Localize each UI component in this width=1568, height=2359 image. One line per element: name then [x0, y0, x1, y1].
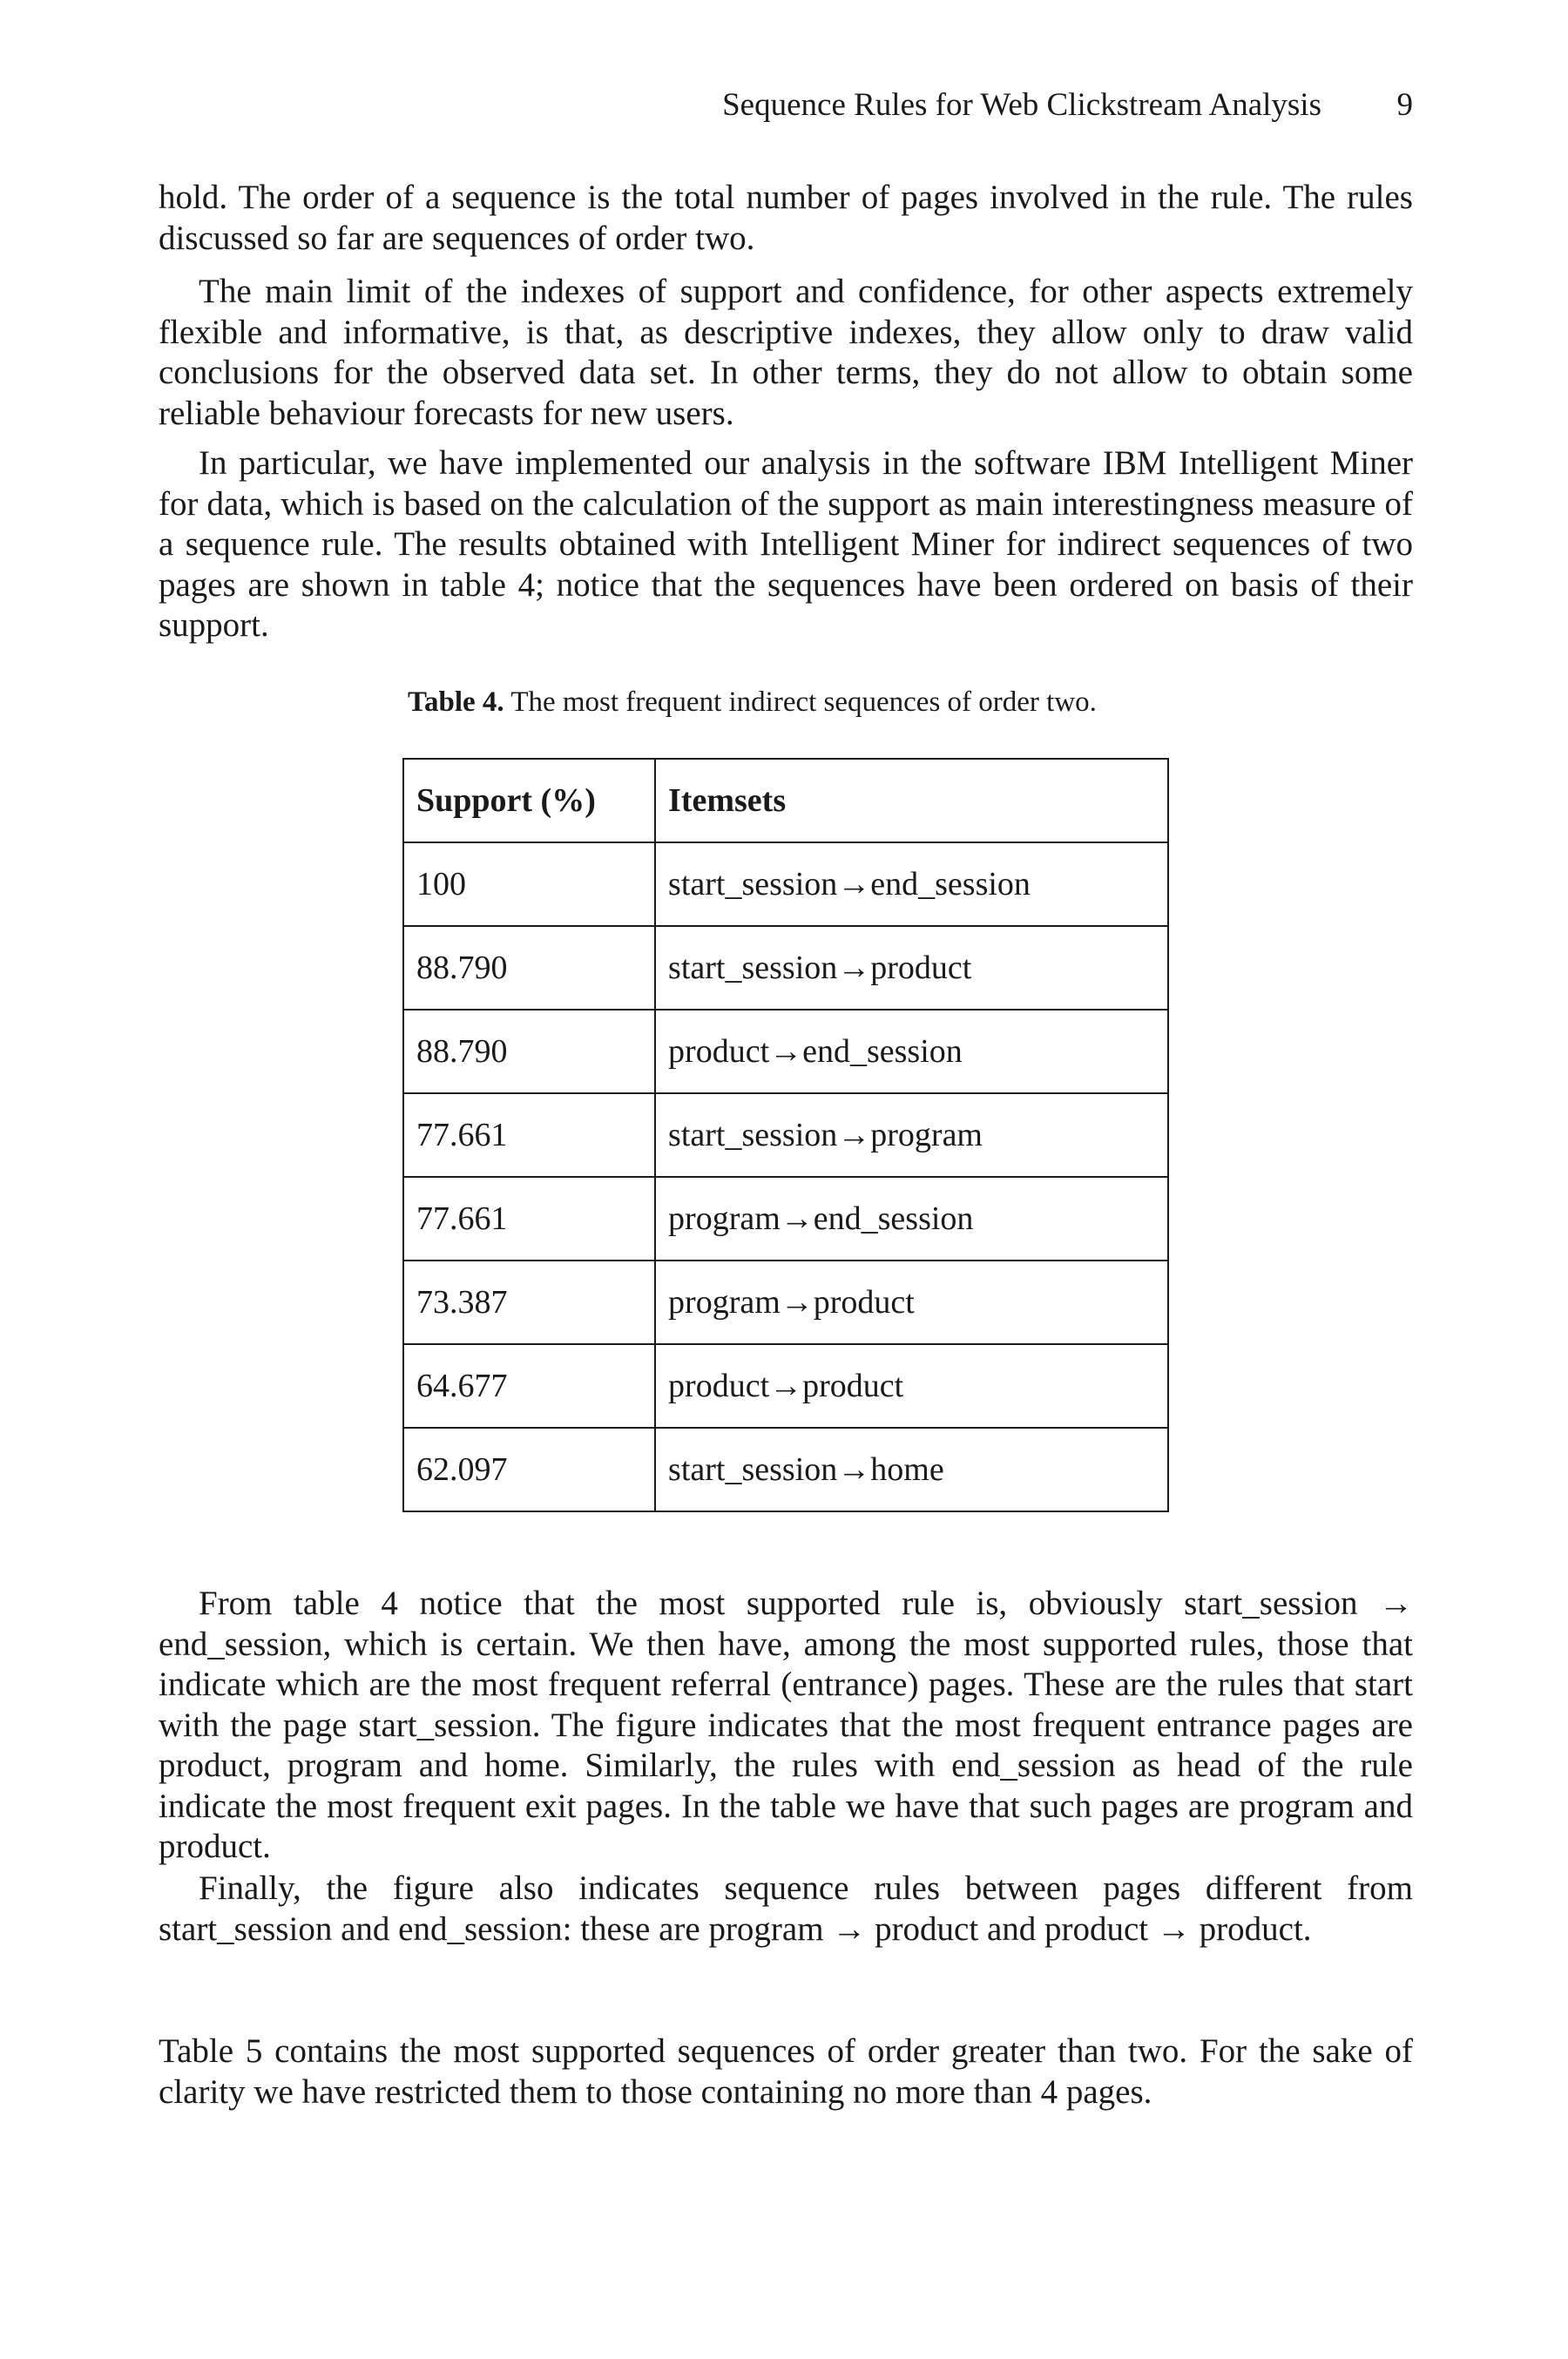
cell-support: 77.661 [403, 1177, 655, 1261]
cell-itemset: program→product [655, 1261, 1168, 1344]
cell-itemset: start_session→end_session [655, 842, 1168, 926]
cell-support: 88.790 [403, 1010, 655, 1093]
table-row [403, 1177, 1168, 1261]
table-caption [408, 683, 1097, 721]
table-header-row [403, 759, 1168, 842]
running-title: Sequence Rules for Web Clickstream Analysis [722, 87, 1321, 123]
table-row [403, 1010, 1168, 1093]
paragraph-text: hold. The order of a sequence is the total number of pages involved in the rule. The rules discussed so far are sequences of order two. [159, 179, 1413, 257]
cell-itemset: program→end_session [655, 1177, 1168, 1261]
table-row [403, 842, 1168, 926]
table-row [403, 1261, 1168, 1344]
header-itemsets: Itemsets [655, 759, 1168, 842]
cell-itemset: start_session→home [655, 1428, 1168, 1511]
paragraph-text: Table 5 contains the most supported sequences of order greater than two. For the sake of clarity we have restricted them to those containing no more than 4 pages. [159, 2032, 1413, 2111]
table-caption-text: The most frequent indirect sequences of order two. [510, 686, 1097, 718]
header-support: Support (%) [403, 759, 655, 842]
cell-support: 88.790 [403, 926, 655, 1010]
page-number: 9 [1396, 87, 1413, 123]
cell-support: 64.677 [403, 1344, 655, 1428]
paragraph-text: In particular, we have implemented our analysis in the software IBM Intelligent Miner for data, which is based on the calculation of the support as main interestingness measure of a sequence rule. The results obtained with Intelligent Miner for indirect sequences of two pages are shown in table 4; notice that the sequences have been ordered on basis of their support. [159, 444, 1413, 644]
cell-support: 73.387 [403, 1261, 655, 1344]
paragraph-2 [159, 272, 1413, 434]
table-row [403, 1344, 1168, 1428]
paragraph-5 [159, 1869, 1413, 1950]
cell-itemset: start_session→program [655, 1093, 1168, 1177]
paragraph-1 [159, 178, 1413, 259]
cell-itemset: product→product [655, 1344, 1168, 1428]
running-head [159, 84, 1413, 127]
paragraph-3 [159, 443, 1413, 646]
paragraph-6 [159, 2031, 1413, 2112]
table-row [403, 926, 1168, 1010]
table-row [403, 1428, 1168, 1511]
cell-itemset: start_session→product [655, 926, 1168, 1010]
paragraph-4 [159, 1584, 1413, 1868]
paragraph-text: The main limit of the indexes of support and confidence, for other aspects extremely flexible and informative, is that, as descriptive indexes, they allow only to draw valid conclusions for the observed data set. In other terms, they do not allow to obtain some reliable behaviour forecasts for new users. [159, 273, 1413, 432]
cell-support: 62.097 [403, 1428, 655, 1511]
table-row [403, 1093, 1168, 1177]
cell-itemset: product→end_session [655, 1010, 1168, 1093]
cell-support: 77.661 [403, 1093, 655, 1177]
table-caption-label: Table 4. [408, 686, 504, 718]
paragraph-text: Finally, the figure also indicates sequence rules between pages different from start_session and end_session: these are program → product and product → product. [159, 1869, 1413, 1948]
paragraph-text: From table 4 notice that the most supported rule is, obviously start_session → end_session, which is certain. We then have, among the most supported rules, those that indicate which are the most frequent referral (entrance) pages. These are the rules that start with the page start_session. The figure indicates that the most frequent entrance pages are product, program and home. Similarly, the rules with end_session as head of the rule indicate the most frequent exit pages. In the table we have that such pages are program and product. [159, 1585, 1413, 1865]
cell-support: 100 [403, 842, 655, 926]
sequences-table [402, 758, 1169, 1512]
